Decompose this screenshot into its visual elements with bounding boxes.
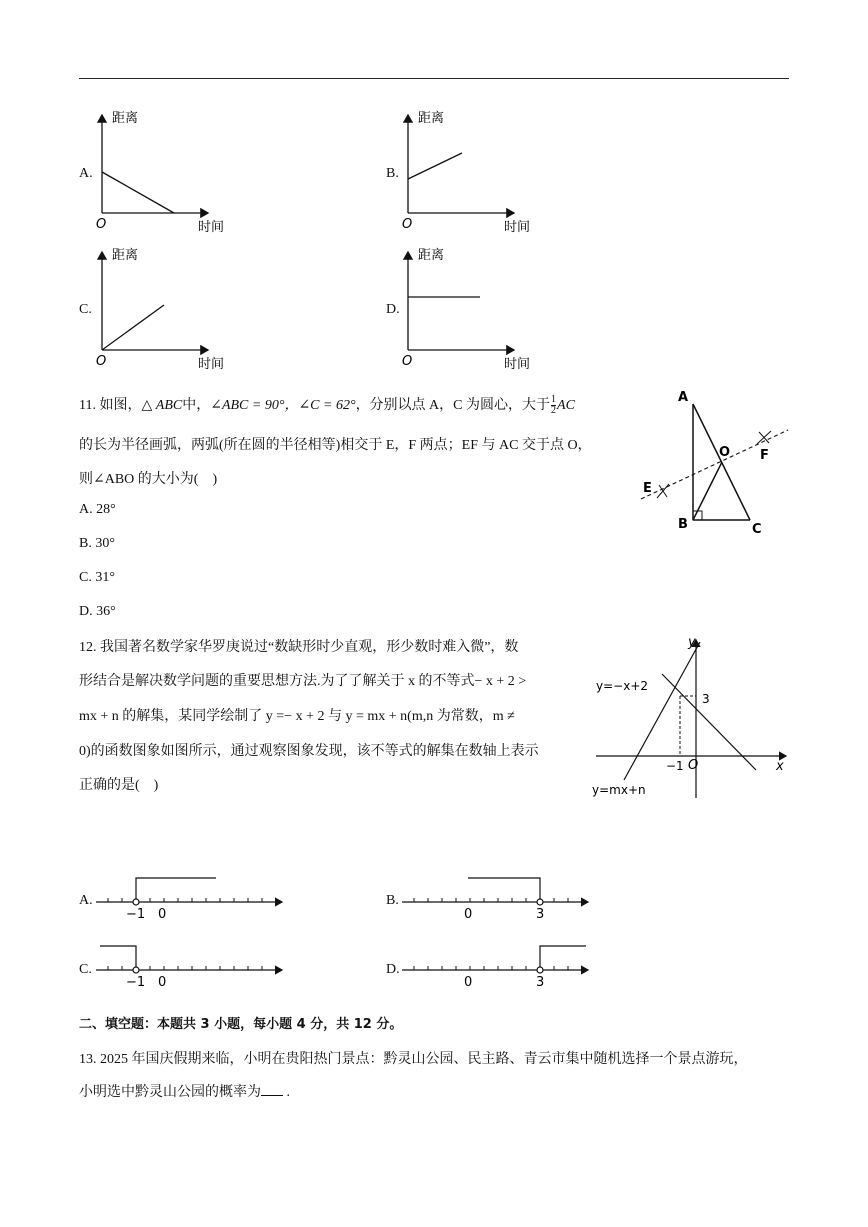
q13-text: .: [286, 1085, 290, 1100]
q11-line1: [79, 394, 575, 416]
y-axis-label: y: [688, 635, 696, 650]
q12-numberline-b: [402, 870, 602, 920]
q11-choice-a: A. 28°: [79, 502, 116, 517]
label-c: C: [752, 522, 762, 537]
origin-label: O: [402, 217, 413, 232]
origin-label: O: [688, 758, 699, 773]
frac-num: 1: [551, 394, 557, 406]
xlabel: 时间: [198, 357, 225, 372]
q12-line5: 正确的是( ): [79, 778, 159, 793]
q12-option-a-letter: A.: [79, 893, 93, 908]
header-rule: [79, 78, 789, 79]
q12-line2: 形结合是解决数学问题的重要思想方法.为了了解关于 x 的不等式− x + 2 >: [79, 674, 527, 689]
q10-option-a-letter: A.: [79, 166, 93, 181]
q13-line1: 13. 2025 年国庆假期来临，小明在贵阳热门景点：黔灵山公园、民主路、青云市集中随机选择一个景点游玩，: [79, 1052, 748, 1067]
q12-line1: [79, 636, 518, 656]
q10-option-b-letter: B.: [386, 166, 399, 181]
ylabel: 距离: [112, 111, 139, 126]
mark: −1: [126, 907, 146, 922]
mark: 3: [536, 907, 545, 922]
q12-numberline-d: [402, 938, 602, 988]
q12-line4: 0)的函数图象如图所示，通过观察图象发现，该不等式的解集在数轴上表示: [79, 744, 539, 759]
mark: 0: [158, 975, 167, 990]
mark: 0: [464, 907, 473, 922]
q11-ac: AC: [557, 398, 575, 413]
ylabel: 距离: [112, 248, 139, 263]
graph-line: [408, 153, 462, 179]
q10-graph-a: [90, 105, 250, 240]
ylabel: 距离: [418, 248, 445, 263]
section-heading: 二、填空题：本题共 3 小题，每小题 4 分，共 12 分。: [79, 1017, 403, 1032]
ylabel: 距离: [418, 111, 445, 126]
label-neg-x-plus-2: y=−x+2: [596, 679, 649, 693]
q11-number: 11.: [79, 398, 96, 413]
q12-graph: [588, 630, 798, 805]
label-f: F: [760, 448, 769, 463]
q13-line2: [79, 1081, 290, 1101]
q13-text: 小明选中黔灵山公园的概率为: [79, 1085, 261, 1100]
q12-option-d-letter: D.: [386, 962, 400, 977]
q10-graph-c: [90, 242, 250, 377]
q12-number: 12.: [79, 640, 97, 655]
label-a: A: [678, 390, 689, 405]
q11-text: 如图，: [99, 398, 142, 413]
graph-line: [102, 305, 164, 350]
q10-option-d-letter: D.: [386, 302, 400, 317]
label-e: E: [643, 481, 652, 496]
mark: 0: [464, 975, 473, 990]
q12-numberline-a: [96, 870, 296, 920]
xlabel: 时间: [198, 220, 225, 235]
q11-angle-eq: ABC = 90°，∠C = 62°: [221, 398, 356, 413]
q11-fraction: [551, 395, 556, 416]
mark: 3: [536, 975, 545, 990]
answer-blank[interactable]: [261, 1084, 283, 1096]
arc-mark-f: [757, 431, 771, 444]
q11-text: 中，∠: [182, 398, 222, 413]
q10-graph-b: [396, 105, 556, 240]
q11-abc: ABC: [155, 398, 183, 413]
tick-neg1: −1: [666, 759, 684, 773]
q12-numberline-c: [96, 938, 296, 988]
q12-text: 我国著名数学家华罗庚说过“数缺形时少直观，形少数时难入微”，数: [100, 640, 519, 655]
arc-mark-e: [657, 484, 669, 498]
q12-option-c-letter: C.: [79, 962, 92, 977]
q12-option-b-letter: B.: [386, 893, 399, 908]
origin-label: O: [96, 217, 107, 232]
label-o: O: [719, 445, 731, 460]
origin-label: O: [96, 354, 107, 369]
graph-line: [102, 172, 174, 213]
mark: −1: [126, 975, 146, 990]
tick-3: 3: [702, 692, 710, 706]
q10-option-c-letter: C.: [79, 302, 92, 317]
origin-label: O: [402, 354, 413, 369]
mark: 0: [158, 907, 167, 922]
q11-choice-d: D. 36°: [79, 604, 116, 619]
q12-line3: mx + n 的解集，某同学绘制了 y =− x + 2 与 y = mx + n(m,n 为常数，m ≠: [79, 709, 515, 724]
q11-triangle-symbol: △: [141, 398, 153, 413]
frac-den: 2: [551, 405, 557, 417]
xlabel: 时间: [504, 220, 531, 235]
q11-line2: 的长为半径画弧，两弧(所在圆的半径相等)相交于 E，F 两点；EF 与 AC 交于点 O，: [79, 438, 592, 453]
q10-graph-d: [396, 242, 556, 377]
q11-text: ，分别以点 A，C 为圆心，大于: [355, 398, 551, 413]
label-b: B: [678, 517, 688, 532]
label-mx-n: y=mx+n: [592, 783, 646, 797]
xlabel: 时间: [504, 357, 531, 372]
q11-choice-b: B. 30°: [79, 536, 115, 551]
x-axis-label: x: [776, 759, 784, 774]
q11-choice-c: C. 31°: [79, 570, 115, 585]
q11-figure: [636, 385, 796, 545]
q11-line3: 则∠ABO 的大小为( ): [79, 472, 218, 487]
